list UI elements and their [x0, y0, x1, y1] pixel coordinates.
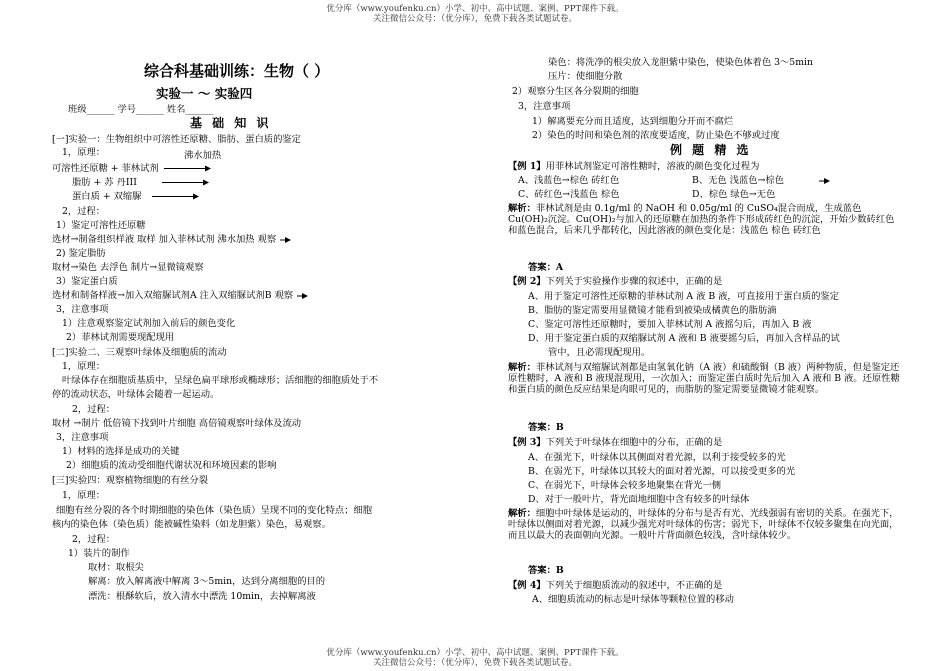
exp2-process-label: 2，过程： [72, 404, 116, 415]
exp2-note-2: 2）细胞质的流动受细胞代谢状况和环境因素的影响 [66, 460, 277, 471]
page-footer [0, 648, 950, 668]
question-3-analysis [508, 508, 900, 542]
arrow-icon [279, 236, 293, 244]
question-3-analysis-tag: 解析： [508, 508, 536, 519]
question-1-analysis [508, 203, 900, 237]
exp3-step-rinsing: 漂洗：根酥软后，放入清水中漂洗 10min，去掉解离液 [88, 591, 316, 602]
principle-protein [72, 191, 202, 202]
step-protein-flow-text: 选材和制备样液→加入双缩脲试剂A 注入双缩脲试剂B 观察 [52, 290, 294, 301]
question-1-analysis-text: 菲林试剂是由 0.1g/ml 的 NaOH 和 0.05g/ml 的 CuSO₄混合而成，生成蓝色 Cu(OH)₂沉淀。Cu(OH)₂与加入的还原糖在加热的条件下形成砖红色的沉淀，开始少数砖红色和蓝色混合，后来几乎都转化，因此溶液的颜色变化是：浅蓝色 棕色 砖红色 [508, 203, 895, 237]
exp3-title: [三]实验四：观察植物细胞的有丝分裂 [52, 475, 209, 486]
exp2-title: [二]实验二、三观察叶绿体及细胞质的流动 [52, 347, 227, 358]
question-2-option-a: A、用于鉴定可溶性还原糖的菲林试剂 A 液 B 液，可直接用于蛋白质的鉴定 [528, 291, 839, 302]
arrow-icon [818, 177, 832, 185]
arrow-icon [160, 178, 212, 187]
footer-line-1: 优分库（www.youfenku.cn）小学、初中、高中试题、案例、PPT课件下载。 [326, 648, 624, 658]
question-4-text: 下列关于细胞质流动的叙述中，不正确的是 [545, 580, 723, 591]
step-protein-title: 3）鉴定蛋白质 [56, 276, 118, 287]
question-2-tag: 【例 2】 [508, 276, 546, 287]
question-1-option-d: D、棕色 绿色→无色 [692, 189, 776, 200]
exp1-title: [一]实验一：生物组织中可溶性还原糖、脂肪、蛋白质的鉴定 [52, 134, 301, 145]
step-pressing: 压片：使细胞分散 [548, 71, 623, 82]
question-1-analysis-tag: 解析： [508, 203, 536, 214]
exp2-process-flow: 取材 →制片 低倍镜下找到叶片细胞 高倍镜观察叶绿体及流动 [52, 418, 302, 429]
question-4 [508, 580, 722, 591]
section-basic-knowledge: 基 础 知 识 [190, 116, 272, 130]
arrow-icon [296, 292, 310, 300]
question-4-tag: 【例 4】 [508, 580, 546, 591]
question-2-option-d-line2: 管中，且必需现配现用。 [548, 347, 651, 358]
exp3-principle-label: 1，原理： [62, 490, 106, 501]
step-protein-flow [52, 290, 310, 301]
arrow-icon [150, 192, 202, 201]
question-2-option-b: B、脂肪的鉴定需要用显微镜才能看到被染成橘黄色的脂肪滴 [528, 305, 777, 316]
arrow-icon [162, 164, 214, 173]
worksheet-title: 综合科基础训练：生物（ ） [144, 62, 330, 80]
exp1-principle-label: 1，原理： [62, 147, 106, 158]
question-3-option-a: A、在强光下，叶绿体以其侧面对着光源，以利于接受较多的光 [528, 452, 786, 463]
question-1-option-a: A、浅蓝色→棕色 砖红色 [518, 175, 620, 186]
observe-meristem: 2）观察分生区各分裂期的细胞 [512, 86, 639, 97]
question-1-option-b: B、无色 浅蓝色→棕色 [692, 175, 784, 186]
question-2-answer: 答案：B [528, 422, 564, 433]
question-1 [508, 161, 759, 172]
exp3-slide-making: 1）装片的制作 [68, 548, 130, 559]
question-3-analysis-text: 细胞中叶绿体是运动的，叶绿体的分布与是否有光、光线强弱有密切的关系。在强光下，叶绿体以侧面对着光源，以减少强光对叶绿体的伤害；弱光下，叶绿体不仅较多聚集在向光面，而且以最大的表面朝向光源。一般叶片背面颜色较浅，含叶绿体较少。 [508, 508, 899, 542]
step-staining: 染色：将洗净的根尖放入龙胆紫中染色，使染色体着色 3～5min [548, 57, 813, 68]
exp3-step-sampling: 取材：取根尖 [88, 562, 144, 573]
question-1-tag: 【例 1】 [508, 161, 546, 172]
principle-sugar [52, 163, 214, 174]
question-3-option-d: D、对于一般叶片，背光面地细胞中含有较多的叶绿体 [528, 494, 750, 505]
question-3-answer: 答案：B [528, 565, 564, 576]
section-example-questions: 例 题 精 选 [670, 143, 752, 157]
question-3-option-b: B、在弱光下，叶绿体以其较大的面对着光源，可以接受更多的光 [528, 466, 796, 477]
principle-protein-text: 蛋白质 + 双缩脲 [72, 191, 142, 202]
class-info-line: 班级______ 学号______ 姓名______ [68, 104, 214, 115]
exp2-principle-1: 叶绿体存在细胞质基质中，呈绿色扁平球形或椭球形；活细胞的细胞质处于不 [62, 375, 379, 386]
header-line-2: 关注微信公众号：（优分库），免费下载各类试题试卷。 [372, 14, 577, 24]
worksheet-subtitle: 实验一 ～ 实验四 [156, 86, 253, 101]
exp3-note-1: 1）解离要充分而且适度，达到细胞分开而不腐烂 [532, 116, 734, 127]
question-1-text: 用菲林试剂鉴定可溶性糖时，溶液的颜色变化过程为 [545, 161, 760, 172]
exp1-notes-label: 3，注意事项 [56, 304, 109, 315]
exp2-note-1: 1）材料的选择是成功的关键 [62, 446, 180, 457]
question-3-text: 下列关于叶绿体在细胞中的分布，正确的是 [545, 437, 723, 448]
question-3 [508, 437, 722, 448]
exp2-principle-2: 停的流动状态，叶绿体会随着一起运动。 [52, 389, 220, 400]
page-header [0, 4, 950, 24]
header-line-1: 优分库（www.youfenku.cn）小学、初中、高中试题、案例、PPT课件下载。 [326, 4, 624, 14]
exp3-note-2: 2）染色的时间和染色剂的浓度要适度，防止染色不够或过度 [532, 130, 780, 141]
question-1-option-c: C、砖红色→浅蓝色 棕色 [518, 189, 620, 200]
question-2-option-c: C、鉴定可溶性还原糖时，要加入菲林试剂 A 液摇匀后，再加入 B 液 [528, 319, 812, 330]
step-sugar-title: 1）鉴定可溶性还原糖 [56, 220, 146, 231]
boiling-water-label: 沸水加热 [184, 150, 222, 161]
footer-line-2: 关注微信公众号：（优分库），免费下载各类试题试卷。 [372, 658, 577, 668]
step-fat-title: 2) 鉴定脂肪 [56, 248, 106, 259]
exp3-principle-2: 核内的染色体（染色质）能被碱性染料（如龙胆紫）染色，易观察。 [52, 519, 331, 530]
question-2-analysis-tag: 解析： [508, 362, 536, 373]
exp1-process-label: 2，过程： [62, 206, 106, 217]
question-2-text: 下列关于实验操作步骤的叙述中，正确的是 [545, 276, 723, 287]
exp2-principle-label: 1，原理： [62, 361, 106, 372]
exp3-process-label: 2，过程： [72, 534, 116, 545]
question-2-analysis [508, 362, 900, 396]
principle-sugar-text: 可溶性还原糖 + 菲林试剂 [52, 163, 159, 174]
question-3-tag: 【例 3】 [508, 437, 546, 448]
exp1-note-1: 1）注意观察鉴定试剂加入前后的颜色变化 [62, 318, 236, 329]
question-4-option-a: A、细胞质流动的标志是叶绿体等颗粒位置的移动 [532, 594, 734, 605]
question-2-analysis-text: 菲林试剂与双缩脲试剂都是由氢氧化钠（A 液）和硫酸铜（B 液）两种物质，但是鉴定还原性糖时，A 液和 B 液现混现用，一次加入；而鉴定蛋白质时先后加入 A 液和 B 液。还原性糖和蛋白质的颜色反应结果是肉眼可见的，而脂肪的鉴定需要显微镜才能观察。 [508, 362, 900, 396]
exp2-notes-label: 3，注意事项 [56, 432, 109, 443]
step-sugar-flow [52, 234, 293, 245]
exp1-note-2: 2）菲林试剂需要现配现用 [66, 332, 175, 343]
question-3-option-c: C、在弱光下，叶绿体会较多地聚集在背光一侧 [528, 480, 722, 491]
exp3-principle-1: 细胞有丝分裂的各个时期细胞的染色体（染色质）呈现不同的变化特点；细胞 [56, 505, 373, 516]
question-1-answer: 答案：A [528, 262, 564, 273]
principle-fat-text: 脂肪 + 苏 丹III [72, 177, 137, 188]
question-2 [508, 276, 722, 287]
step-fat-flow: 取材→染色 去浮色 制片→显微镜观察 [52, 262, 204, 273]
exp3-notes-label: 3，注意事项 [518, 101, 571, 112]
question-2-option-d-line1: D、用于鉴定蛋白质的双缩脲试剂 A 液和 B 液要摇匀后，再加入含样品的试 [528, 333, 840, 344]
exp3-step-dissociation: 解离：放入解离液中解离 3～5min，达到分离细胞的目的 [88, 576, 326, 587]
principle-fat [72, 177, 212, 188]
step-sugar-flow-text: 选材→制备组织样液 取样 加入菲林试剂 沸水加热 观察 [52, 234, 277, 245]
